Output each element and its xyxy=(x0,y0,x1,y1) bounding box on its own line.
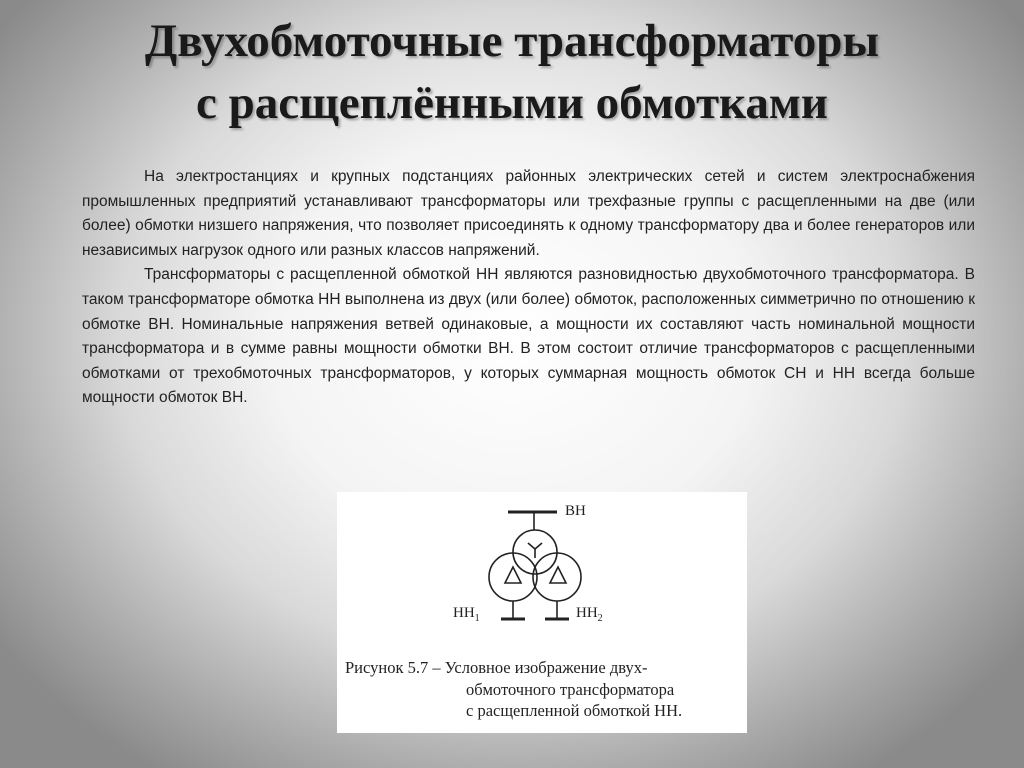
star-leg-right xyxy=(535,543,542,549)
caption-line-2: обмоточного трансформатора xyxy=(466,679,675,699)
hv-label: ВН xyxy=(565,503,586,519)
caption-line-1: Рисунок 5.7 – Условное изображение двух- xyxy=(345,658,648,677)
slide-title xyxy=(0,10,1024,134)
slide-title-line-1: Двухобмоточные трансформаторы xyxy=(144,15,880,67)
star-leg-left xyxy=(528,543,535,549)
lv2-label-subscript: 2 xyxy=(597,613,603,624)
lv1-label-subscript: 1 xyxy=(474,613,480,624)
paragraph-1: На электростанциях и крупных подстанциях районных электрических сетей и систем электроснабжения промышленных предприятий устанавливают трансформаторы или трехфазные группы с расщепленными на две (или более) обмотки низшего напряжения, что позволяет присоединять к одному трансформатору два и более генераторов или независимых нагрузок одного или разных классов напряжений. xyxy=(82,168,975,259)
caption-line-3: с расщепленной обмоткой НН. xyxy=(466,701,683,720)
slide-title-line-2: с расщеплёнными обмотками xyxy=(195,77,829,129)
lv2-delta-symbol xyxy=(550,567,566,583)
paragraph-2: Трансформаторы с расщепленной обмоткой НН являются разновидностью двухобмоточного трансформатора. В таком трансформаторе обмотка НН выполнена из двух (или более) обмоток, расположенных симметрично по отношению к обмотке ВН. Номинальные напряжения ветвей одинаковые, а мощности их составляют часть номинальной мощности трансформатора и в сумме равны мощности обмотки ВН. В этом состоит отличие трансформаторов с расщепленными обмотками от трехобмоточных трансформаторов, у которых суммарная мощность обмоток СН и НН всегда больше мощности обмоток ВН. xyxy=(82,266,975,407)
lv2-label xyxy=(576,605,603,624)
lv1-delta-symbol xyxy=(505,567,521,583)
lv2-label-main: НН xyxy=(576,605,598,621)
figure-caption xyxy=(345,657,745,722)
lv1-winding-circle xyxy=(489,553,537,601)
lv1-label-main: НН xyxy=(453,605,475,621)
body-text xyxy=(82,165,975,411)
lv1-label xyxy=(453,605,480,624)
lv2-winding-circle xyxy=(533,553,581,601)
transformer-figure xyxy=(337,492,747,733)
